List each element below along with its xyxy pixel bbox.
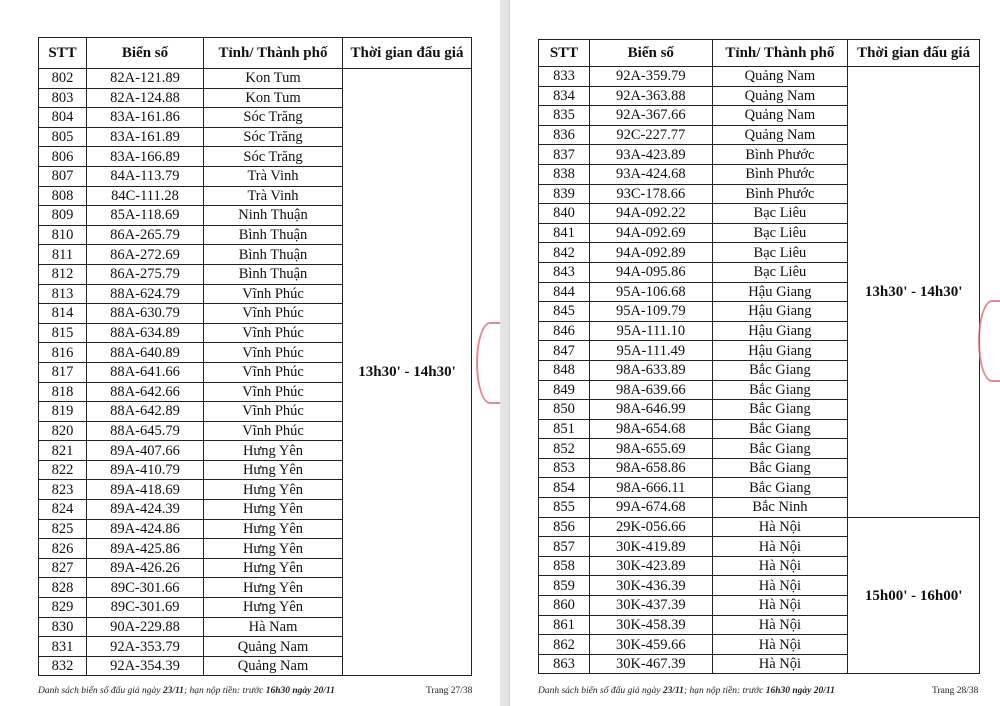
cell-plate: 84C-111.28	[87, 186, 204, 206]
cell-plate: 30K-437.39	[590, 596, 713, 616]
cell-province: Hưng Yên	[204, 598, 343, 618]
footer-mid: ; hạn nộp tiền: trước	[183, 686, 266, 696]
cell-province: Hậu Giang	[712, 282, 848, 302]
cell-province: Bình Thuận	[204, 245, 343, 265]
cell-stt: 835	[539, 106, 590, 126]
cell-plate: 88A-624.79	[87, 284, 204, 304]
cell-province: Vĩnh Phúc	[204, 284, 343, 304]
cell-province: Bắc Ninh	[712, 498, 848, 518]
cell-plate: 89A-426.26	[87, 558, 204, 578]
table-row	[539, 67, 980, 87]
footer-deadline: 16h30 ngày 20/11	[765, 686, 835, 696]
cell-stt: 833	[539, 67, 590, 87]
cell-stt: 849	[539, 380, 590, 400]
cell-plate: 30K-419.89	[590, 537, 713, 557]
cell-province: Hà Nội	[712, 556, 848, 576]
cell-province: Quảng Nam	[712, 67, 848, 87]
cell-stt: 823	[39, 480, 87, 500]
cell-plate: 89C-301.69	[87, 598, 204, 618]
cell-province: Bình Phước	[712, 184, 848, 204]
cell-plate: 83A-166.89	[87, 147, 204, 167]
cell-stt: 826	[39, 539, 87, 559]
cell-stt: 821	[39, 441, 87, 461]
cell-plate: 82A-121.89	[87, 69, 204, 89]
cell-stt: 822	[39, 460, 87, 480]
cell-stt: 825	[39, 519, 87, 539]
cell-stt: 809	[39, 206, 87, 226]
cell-plate: 86A-275.79	[87, 264, 204, 284]
cell-plate: 30K-436.39	[590, 576, 713, 596]
cell-province: Bạc Liêu	[712, 204, 848, 224]
cell-stt: 813	[39, 284, 87, 304]
document-page-right	[509, 0, 1000, 706]
cell-plate: 29K-056.66	[590, 517, 713, 537]
cell-stt: 808	[39, 186, 87, 206]
cell-plate: 93C-178.66	[590, 184, 713, 204]
cell-stt: 842	[539, 243, 590, 263]
cell-province: Hà Nội	[712, 537, 848, 557]
cell-plate: 92A-354.39	[87, 656, 204, 676]
cell-stt: 854	[539, 478, 590, 498]
cell-stt: 819	[39, 402, 87, 422]
table-row	[39, 69, 472, 89]
cell-plate: 89A-425.86	[87, 539, 204, 559]
cell-province: Vĩnh Phúc	[204, 382, 343, 402]
footer-date: 23/11	[662, 686, 684, 696]
cell-stt: 816	[39, 343, 87, 363]
cell-stt: 840	[539, 204, 590, 224]
cell-stt: 841	[539, 223, 590, 243]
cell-stt: 847	[539, 341, 590, 361]
cell-province: Sóc Trăng	[204, 108, 343, 128]
cell-province: Hà Nội	[712, 654, 848, 674]
cell-province: Vĩnh Phúc	[204, 304, 343, 324]
header-auction-time: Thời gian đấu giá	[848, 40, 980, 67]
cell-province: Quảng Nam	[712, 86, 848, 106]
cell-plate: 94A-092.69	[590, 223, 713, 243]
cell-plate: 92C-227.77	[590, 125, 713, 145]
cell-stt: 843	[539, 262, 590, 282]
cell-auction-time: 15h00' - 16h00'	[848, 517, 980, 674]
cell-plate: 86A-265.79	[87, 225, 204, 245]
cell-province: Bình Phước	[712, 145, 848, 165]
cell-plate: 83A-161.86	[87, 108, 204, 128]
cell-province: Hà Nội	[712, 635, 848, 655]
cell-plate: 83A-161.89	[87, 127, 204, 147]
cell-stt: 807	[39, 166, 87, 186]
cell-stt: 802	[39, 69, 87, 89]
cell-stt: 817	[39, 362, 87, 382]
cell-plate: 30K-467.39	[590, 654, 713, 674]
cell-province: Hưng Yên	[204, 558, 343, 578]
cell-plate: 94A-095.86	[590, 262, 713, 282]
cell-plate: 88A-630.79	[87, 304, 204, 324]
cell-stt: 837	[539, 145, 590, 165]
cell-stt: 839	[539, 184, 590, 204]
cell-province: Bình Thuận	[204, 225, 343, 245]
cell-plate: 88A-642.66	[87, 382, 204, 402]
cell-plate: 93A-423.89	[590, 145, 713, 165]
cell-stt: 846	[539, 321, 590, 341]
cell-plate: 92A-359.79	[590, 67, 713, 87]
cell-plate: 88A-634.89	[87, 323, 204, 343]
cell-plate: 92A-367.66	[590, 106, 713, 126]
cell-province: Vĩnh Phúc	[204, 323, 343, 343]
page-number-right: Trang 28/38	[932, 686, 979, 696]
cell-province: Hưng Yên	[204, 441, 343, 461]
footer-note-right	[538, 686, 835, 696]
header-stt: STT	[39, 38, 87, 69]
cell-province: Vĩnh Phúc	[204, 402, 343, 422]
cell-province: Bạc Liêu	[712, 223, 848, 243]
cell-province: Bình Phước	[712, 164, 848, 184]
cell-plate: 95A-106.68	[590, 282, 713, 302]
cell-province: Bắc Giang	[712, 360, 848, 380]
auction-table-left	[38, 37, 472, 676]
cell-stt: 805	[39, 127, 87, 147]
cell-province: Quảng Nam	[712, 125, 848, 145]
cell-plate: 93A-424.68	[590, 164, 713, 184]
cell-plate: 89A-424.86	[87, 519, 204, 539]
table-row	[539, 517, 980, 537]
cell-province: Hậu Giang	[712, 341, 848, 361]
cell-stt: 855	[539, 498, 590, 518]
cell-plate: 99A-674.68	[590, 498, 713, 518]
cell-province: Quảng Nam	[712, 106, 848, 126]
page-gutter	[500, 0, 509, 706]
header-stt: STT	[539, 40, 590, 67]
cell-province: Sóc Trăng	[204, 147, 343, 167]
cell-province: Bạc Liêu	[712, 243, 848, 263]
cell-plate: 88A-640.89	[87, 343, 204, 363]
cell-stt: 851	[539, 419, 590, 439]
cell-plate: 90A-229.88	[87, 617, 204, 637]
table-header-row	[539, 40, 980, 67]
footer-deadline: 16h30 ngày 20/11	[265, 686, 335, 696]
cell-stt: 844	[539, 282, 590, 302]
cell-plate: 95A-111.10	[590, 321, 713, 341]
footer-mid: ; hạn nộp tiền: trước	[683, 686, 766, 696]
cell-stt: 858	[539, 556, 590, 576]
cell-province: Bắc Giang	[712, 478, 848, 498]
cell-stt: 853	[539, 458, 590, 478]
cell-plate: 82A-124.88	[87, 88, 204, 108]
cell-stt: 863	[539, 654, 590, 674]
cell-stt: 812	[39, 264, 87, 284]
cell-province: Kon Tum	[204, 88, 343, 108]
cell-province: Hậu Giang	[712, 302, 848, 322]
cell-province: Bình Thuận	[204, 264, 343, 284]
cell-stt: 862	[539, 635, 590, 655]
cell-province: Trà Vinh	[204, 186, 343, 206]
header-plate: Biển số	[590, 40, 713, 67]
cell-stt: 859	[539, 576, 590, 596]
cell-province: Sóc Trăng	[204, 127, 343, 147]
cell-auction-time: 13h30' - 14h30'	[343, 69, 472, 676]
cell-stt: 832	[39, 656, 87, 676]
cell-stt: 845	[539, 302, 590, 322]
cell-stt: 838	[539, 164, 590, 184]
cell-plate: 89A-407.66	[87, 441, 204, 461]
cell-province: Hưng Yên	[204, 480, 343, 500]
table-body-left	[39, 69, 472, 676]
cell-province: Hưng Yên	[204, 539, 343, 559]
cell-stt: 827	[39, 558, 87, 578]
cell-stt: 857	[539, 537, 590, 557]
cell-province: Bắc Giang	[712, 458, 848, 478]
cell-province: Bắc Giang	[712, 439, 848, 459]
cell-stt: 834	[539, 86, 590, 106]
cell-stt: 850	[539, 400, 590, 420]
cell-province: Hà Nội	[712, 576, 848, 596]
cell-stt: 852	[539, 439, 590, 459]
cell-stt: 810	[39, 225, 87, 245]
header-auction-time: Thời gian đấu giá	[343, 38, 472, 69]
cell-province: Bạc Liêu	[712, 262, 848, 282]
cell-province: Hà Nội	[712, 615, 848, 635]
cell-plate: 85A-118.69	[87, 206, 204, 226]
cell-province: Hà Nội	[712, 596, 848, 616]
cell-plate: 94A-092.89	[590, 243, 713, 263]
cell-stt: 830	[39, 617, 87, 637]
cell-plate: 88A-642.89	[87, 402, 204, 422]
cell-province: Hưng Yên	[204, 500, 343, 520]
cell-province: Quảng Nam	[204, 637, 343, 657]
footer-note-left	[38, 686, 335, 696]
cell-stt: 811	[39, 245, 87, 265]
cell-stt: 815	[39, 323, 87, 343]
cell-plate: 92A-353.79	[87, 637, 204, 657]
red-stamp-right	[978, 300, 1000, 382]
cell-province: Hưng Yên	[204, 519, 343, 539]
cell-province: Bắc Giang	[712, 380, 848, 400]
cell-stt: 829	[39, 598, 87, 618]
cell-plate: 30K-458.39	[590, 615, 713, 635]
header-province: Tỉnh/ Thành phố	[712, 40, 848, 67]
cell-province: Quảng Nam	[204, 656, 343, 676]
cell-plate: 89C-301.66	[87, 578, 204, 598]
cell-plate: 30K-459.66	[590, 635, 713, 655]
cell-province: Hà Nội	[712, 517, 848, 537]
cell-stt: 806	[39, 147, 87, 167]
cell-plate: 30K-423.89	[590, 556, 713, 576]
cell-stt: 836	[539, 125, 590, 145]
cell-province: Vĩnh Phúc	[204, 421, 343, 441]
cell-plate: 95A-111.49	[590, 341, 713, 361]
cell-province: Vĩnh Phúc	[204, 362, 343, 382]
cell-stt: 860	[539, 596, 590, 616]
table-body-right	[539, 67, 980, 674]
cell-plate: 98A-666.11	[590, 478, 713, 498]
cell-stt: 820	[39, 421, 87, 441]
cell-stt: 828	[39, 578, 87, 598]
cell-plate: 95A-109.79	[590, 302, 713, 322]
cell-province: Hưng Yên	[204, 578, 343, 598]
cell-plate: 92A-363.88	[590, 86, 713, 106]
cell-province: Trà Vinh	[204, 166, 343, 186]
table-header-row	[39, 38, 472, 69]
cell-stt: 804	[39, 108, 87, 128]
cell-stt: 848	[539, 360, 590, 380]
cell-province: Hưng Yên	[204, 460, 343, 480]
cell-stt: 818	[39, 382, 87, 402]
footer-prefix: Danh sách biển số đấu giá ngày	[38, 686, 163, 696]
cell-plate: 88A-645.79	[87, 421, 204, 441]
cell-stt: 856	[539, 517, 590, 537]
cell-province: Ninh Thuận	[204, 206, 343, 226]
page-number-left: Trang 27/38	[426, 686, 473, 696]
cell-province: Hà Nam	[204, 617, 343, 637]
cell-plate: 89A-424.39	[87, 500, 204, 520]
cell-plate: 98A-655.69	[590, 439, 713, 459]
cell-stt: 824	[39, 500, 87, 520]
footer-date: 23/11	[162, 686, 184, 696]
cell-province: Vĩnh Phúc	[204, 343, 343, 363]
cell-province: Bắc Giang	[712, 400, 848, 420]
cell-plate: 94A-092.22	[590, 204, 713, 224]
cell-plate: 89A-410.79	[87, 460, 204, 480]
cell-plate: 98A-646.99	[590, 400, 713, 420]
cell-province: Bắc Giang	[712, 419, 848, 439]
cell-stt: 803	[39, 88, 87, 108]
cell-stt: 831	[39, 637, 87, 657]
cell-plate: 98A-639.66	[590, 380, 713, 400]
auction-table-right	[538, 39, 980, 674]
header-province: Tỉnh/ Thành phố	[204, 38, 343, 69]
cell-plate: 88A-641.66	[87, 362, 204, 382]
cell-province: Kon Tum	[204, 69, 343, 89]
cell-plate: 98A-654.68	[590, 419, 713, 439]
cell-plate: 89A-418.69	[87, 480, 204, 500]
footer-prefix: Danh sách biển số đấu giá ngày	[538, 686, 663, 696]
cell-stt: 861	[539, 615, 590, 635]
cell-stt: 814	[39, 304, 87, 324]
cell-plate: 98A-658.86	[590, 458, 713, 478]
header-plate: Biển số	[87, 38, 204, 69]
cell-plate: 86A-272.69	[87, 245, 204, 265]
cell-auction-time: 13h30' - 14h30'	[848, 67, 980, 518]
cell-province: Hậu Giang	[712, 321, 848, 341]
cell-plate: 84A-113.79	[87, 166, 204, 186]
cell-plate: 98A-633.89	[590, 360, 713, 380]
